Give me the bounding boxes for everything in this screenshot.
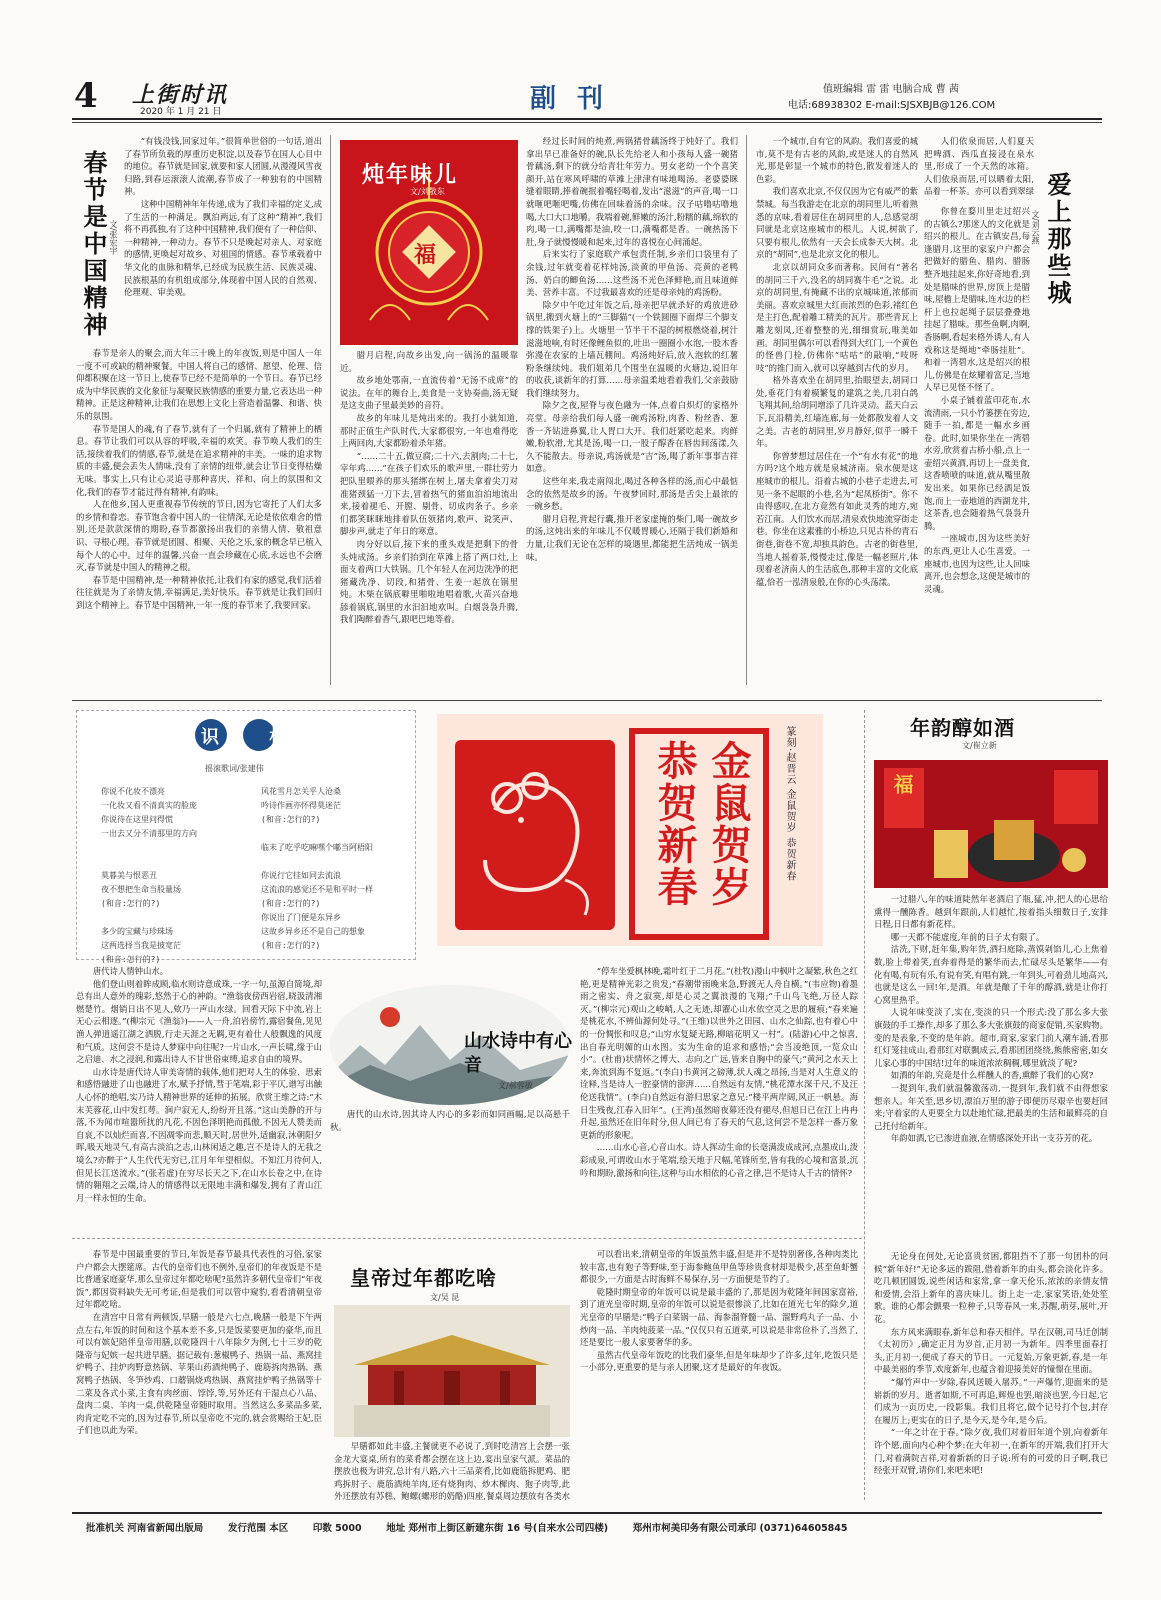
article-body-nianyun bbox=[874, 893, 1108, 1248]
lyric-line: 一化妆又看不清真实的脸庞 bbox=[101, 801, 197, 810]
column-divider bbox=[330, 135, 331, 685]
shanshui-author: 文/郝蓉敏 bbox=[498, 1081, 533, 1090]
paragraph: 除夕中午吃过年饭之后,母亲把早就杀好的鸡放进砂锅里,搬到火塘上的“三脚猫”(一个铁圆圈下面焊三个脚支撑的铁架子)上。火塘里一节半干不湿的树根燃烧着,树汁滋滋地响,有时还像鲤鱼似的,吐出一圈圈小水泡,一股木香弥漫在农家的上墙瓦棚间。鸡汤炖好后,放入泡软的红薯粉条继续炖。我们姐弟几个围坐在温暖的火塘边,说旧年的收获,谈新年的打算……母亲温柔地看着我们,父亲鼓励我们继续努力。 bbox=[526, 299, 738, 398]
paragraph: 一提到年,我们就温馨激荡动,一提到年,我们就不由得想家想亲人。年关至,思乡切,漂泊万里的游子即便历尽艰辛也要赶回来;守着家的人更要全力以赴地忙碌,把最美的生活和最鲜亮的自己托付给新年。 bbox=[874, 1082, 1108, 1131]
lyrics-right-column bbox=[261, 785, 411, 953]
paragraph: 年韵如酒,它已渗进血液,在情感深处开出一支芬芳的花。 bbox=[890, 1133, 1098, 1144]
paragraph: 虽然古代皇帝年饭吃的比我们豪华,但是年味却少了许多,过年,吃饭只是一小部分,更重要的是与亲人团聚,这才是最好的年夜饭。 bbox=[580, 1349, 858, 1373]
lyric-line bbox=[261, 855, 411, 869]
lyric-line: 一出去又分不清那里的方向 bbox=[101, 829, 197, 838]
paragraph: 这种中国精神年年传递,成为了我们幸福的定义,成了生活的一种满足。飘泊两远,有了这种“精神”,我们将不再孤独,有了这种中国精神,我们便有了一种信仰、一种精神,一种动力。春节不只是晚起对亲人、对家庭的感情,更唤起对故乡、对祖国的情感。春节承载着中华文化的血脉和精华,已经成为民族生活、民族灵魂、民族根基的有机组成部分,体现着中国人民的自然观、伦理观、审美观。 bbox=[124, 198, 322, 298]
paragraph: 后来实行了家庭联产承包责任制,乡亲们口袋里有了余钱,过年就变着花样炖汤,淡黄的甲鱼汤、亮黄的老鸭汤、奶白的鲫鱼汤……这些汤不光色泽鲜艳,而且味道鲜美、营养丰富。不过我最喜欢的还是母亲炖的鸡汤粉。 bbox=[526, 249, 738, 298]
paragraph: “……二十五,做豆腐;二十六,去割肉;二十七,宰年鸡……”在孩子们欢乐的歌声里,一群壮劳力把队里喂养的那头猪绑在树上,屠夫拿着尖刀对准猪颈猛一刀下去,冒着热气的猪血泊泊地流出来,接着褪毛、开膛、剔骨、切成肉条子。乡亲们都笑眯眯地排着队伍领猪肉,歌声、说笑声、脚步声,就走了年日的寒意。 bbox=[340, 450, 518, 537]
nianyun-author: 文/崔立新 bbox=[962, 741, 997, 750]
footer-approval: 批准机关 河南省新闻出版局 bbox=[86, 1523, 204, 1534]
lyric-line: (和音:怎行的?) bbox=[261, 941, 321, 950]
footer-rule bbox=[72, 1512, 1102, 1514]
forbidden-city-photo bbox=[334, 1305, 570, 1437]
footer-printer: 郑州市柯美印务有限公司承印 (0371)64605845 bbox=[632, 1523, 848, 1534]
lyric-line: 这流浪的感觉还不是和平时一样 bbox=[261, 885, 373, 894]
lyric-line: 你说出了门便是东异乡 bbox=[261, 913, 341, 922]
palace-icon bbox=[334, 1305, 570, 1437]
paragraph: “有钱没钱,回家过年。”很简单世俗的一句话,道出了春节所负载的厚重历史积淀,以及春节在国人心目中的地位。春节就是回家,就要和家人团圆,从漫漫风雪夜归路,到春运滚滚人流潮,春节成了一种独有的中国精神。 bbox=[124, 136, 322, 197]
article-author-lovecity: 文/刘云燕 bbox=[1031, 210, 1040, 245]
paragraph: 早膳都如此丰盛,主餐就更不必说了,到时吃清宫上会摆一张金龙大宴桌,所有的菜肴都会摆在这上边,宴出皇家气派。菜品的摆放也极为讲究,总计有八路,六十三品菜肴,比如鹿筋拆肥鸡、肥鸡拆肘子、鹿筋酒炖羊肉,还有烧狗肉、炒木樨肉、狍子肉等,此外还摆放有苏糕、鲍螺(螺形的奶酪)四座,餐桌周边摆放有各类水 bbox=[334, 1441, 570, 1502]
paragraph: 沽洗,下财,赶年集,购年货,洒扫庭除,蒸馍剁馅儿,心上焦着数,脸上带着笑,直奔着得是的繁华而去,忙碌尽头是繁华——有化有喝,有玩有乐,有说有笑,有唱有跳,一年到头,可着劲儿地高兴,也就是这么一回!年,是酒。年就是酿了千年的醇酒,就是让你打心窝里热乎。 bbox=[874, 944, 1108, 1005]
paragraph: 东方风来满眼春,新年总和春天相伴。早在汉朝,司马迁创制《太初历》,确定正月为岁首,正月初一为新年。四季里面春打头,正月初一,便成了春天的节日。一元复始,万象更新,春,是一年中最美丽的季节,欢度新年,也蕴含着迎接美好的憧憬在里面。 bbox=[874, 1326, 1108, 1375]
paragraph: “一年之计在于春。”除夕夜,我们对着旧年道个别,向着新年许个愿,面向内心种个梦:在大年初一,在新年的开端,我们打开大门,对着满院吉祥,对着新新的日子说:所有的可爱的日子啊,我已经张开双臂,请你们,来吧来吧! bbox=[874, 1427, 1108, 1476]
article-body-emperor bbox=[76, 1248, 322, 1504]
article-body-spring-cont bbox=[76, 347, 322, 687]
lyric-line: (和音:怎行的?) bbox=[261, 899, 321, 908]
paragraph: 他们登山则着眸成顾,临水则诗意成珠,一字一句,虽源自简境,却总有出人意外的瑰彩,悠然于心的神韵。“渔翁夜傍西岩宿,晓汲清湘燃楚竹。烟销日出不见人,欸乃一声山水绿。回看天际下中流,岩上无心云相逐。”(柳宗元《渔翁》)——人一舟,泊岩傍竹,露宿餐鱼,见见渔人弹逍遥江湖之洒脱,行走天涯之无羁,更有着仕人般飘逸的风度和气质。这何尝不是诗人梦寐中向往呢?一片山水,一声长啸,缘于山之启迪、水之浸润,和露出诗人不甘世俗束缚,追求自由的境界。 bbox=[76, 978, 322, 1065]
lyric-line: 这故乡异乡还不是自己的想象 bbox=[261, 927, 365, 936]
section-divider bbox=[72, 700, 1102, 701]
paragraph: 春节是中国精神,是一种精神依托,让我们有家的感觉,我们活着往往就是为了亲情友情,幸福满足,美好快乐。春节就是让我们回归到这个精神上。春节是中国精神,一年一度的春节来了,我要回家。 bbox=[76, 574, 322, 610]
paragraph: 腊月启程,背起行囊,推开老家虚掩的柴门,喝一碗故乡的汤,这炖出来的年味儿不仅暖胃暖心,还隔于我们新婚和力量,让我们无论在怎样的境遇里,都能把生活炖成一锅美味。 bbox=[526, 513, 738, 562]
paragraph: 山水诗是唐代诗人审美寄情的载体,他们把对人生的体验、思索和感悟融进了山也融进了水,赋予抒情,彗于笔端,彩于平仄,谱写出触人心怀的绝唱,实乃诗人精神世界的延伸的拓展。欣赏王维之诗:“木末芙蓉花,山中发红萼。涧户寂无人,纷纷开且落。”这山美静的开与落,不为闻市喧嚣所扰的凡花,不因色泽明艳而孤傲,不因无人赞美而自哀,不以灿烂而喜,不因凋零而悲,顺天时,居世外,适幽寂,沐朝阳夕晖,吸天地灵气,有高古淡泊之志,山林闲适之趣,岂不是诗人的无我之境么?亦醉于“人生代代无穷已,江月年年望相似。不知江月待何人,但见长江送流水。”(张若虚)在穷尽长天之下,在山水长卷之中,在诗情的翱翔之云端,诗人的情感得以无限地丰满和爆发,拥有了青山江月一样永恒的生命。 bbox=[76, 1066, 322, 1203]
rat-seal bbox=[455, 740, 615, 930]
footer-address: 地址 郑州市上街区新建东街 16 号(自来水公司四楼) bbox=[386, 1523, 609, 1534]
paragraph: 我们喜欢北京,不仅仅因为它有威严的紫禁城。每当我游走在北京的胡同里儿,听着熟悉的京味,看着居住在胡同里的人,总感觉胡同就是北京这座城市的根儿。人说,树欲了,只要有根儿,依然有一天会长成参天大树。北京的“胡同”,也是北京文化的根儿。 bbox=[756, 186, 918, 260]
paragraph: 人们依泉而居,人们夏天把啤酒、西瓜直接浸在泉水里,形成了一个天然的冰箱。人们依泉而居,可以晒着太阳,品着一杯茶。亦可以看到翠绿 bbox=[924, 136, 1034, 197]
lyric-line: 临末了吃乎吃嘛嘿个嘟当阿梧阳 bbox=[261, 843, 373, 852]
lyric-line: 风花雪月怎关乎人沧桑 bbox=[261, 787, 341, 796]
lyrics-box bbox=[76, 710, 416, 964]
paragraph: 春节是国人的魂,有了春节,就有了一个归属,就有了精神上的栖息。春节让我们可以从容的呼吸,幸福的欢笑。春节唤人我们的生活,接续着我们的情感,春节,就是在追求精神的丰美。一味的追求物质的丰盛,便会丢失人情味,没有了亲情的纽带,就会让节日变得枯燥无味。事实上,只有让心灵追寻那种喜庆、祥和、向上的氛围和文化,我们的春节才能过得有精神,有韵味。 bbox=[76, 423, 322, 497]
article-title-lovecity: 爱上那些城 bbox=[1043, 172, 1072, 307]
article-body-nianyun-cont bbox=[874, 1250, 1108, 1505]
masthead-rule-thin bbox=[72, 122, 1102, 123]
paragraph: 北京以胡同众多而著称。民间有“著名的胡同三千六,没名的胡同赛牛毛”之说。北京的胡同里,有掩藏不出的京城味道,浓郁而美丽。喜欢京城里大红而浓烈的色彩,褚红色是主打色,配着雕工精美的瓦片。那些青瓦上雕龙刻凤,还着整整的光,细细赏玩,唯美如画。胡同里偶尔可以看得到大红门,一个黄色的怪兽门栓,仿佛你“咕咕”的敲响,“吱呀吱”的推门而入,就可以穿越到古代的岁月。 bbox=[756, 261, 918, 373]
paragraph: 除夕之夜,屋脊与夜色融为一体,点着白炽灯的家格外亮堂。母亲给我们每人盛一碗鸡汤粉,肉香、粉丝香、葱香一齐钻进鼻翼,让人胃口大开。我们赶紧吃起来。肉鲜嫩,粉软滑,尤其是汤,喝一口,一股子醇香在唇齿间荡漾,久久不能散去。母亲说,鸡汤就是“吉”汤,喝了新年事事吉祥如意。 bbox=[526, 400, 738, 474]
paragraph: 唐代的山水诗,因其诗人内心的多彩而如同画幅,足以高悬千秋。 bbox=[330, 1109, 570, 1132]
paragraph: 一个城市,自有它的风韵。我们喜爱的城市,莫不是有古老的风韵,或是迷人的自然风光,那是彰显一个城市的特色,散发着迷人的色彩。 bbox=[756, 136, 918, 184]
article-body-shanshui-cont bbox=[580, 965, 858, 1228]
seal-caption: 篆刻·赵晋云 金鼠贺岁 恭贺新春 bbox=[784, 726, 795, 882]
paragraph: 无论身在何处,无论富贵贫困,都阻挡不了那一句团朴的问候“新年好!”无论多远的跋阻,借着新年的由头,都会淡化许多。吃几顿团圆饭,说些闲话和家常,拿一拿天伦乐,浓浓的亲情友情和爱情,会沿上新年的喜庆味儿。街上走一走,家家笑语,处处笙歌。谁的心都会颤栗一粒种子,只等春风一来,苏醒,萌芽,展叶,开花。 bbox=[874, 1251, 1108, 1324]
paragraph: 一座城市,因为这些美好的东西,更让人心生喜爱。一座城市,也因为这些,让人回味离开,也会想念,这便是城市的灵魂。 bbox=[924, 533, 1030, 594]
lyric-line: (和音:怎行的?) bbox=[101, 899, 161, 908]
article-body-emperor-mid bbox=[334, 1440, 570, 1504]
paragraph: 如酒的年韵,究竟是什么样醺人的香,熏醉了我们的心窝? bbox=[890, 1070, 1094, 1081]
column-divider bbox=[746, 135, 747, 685]
article-body-emperor-cont bbox=[580, 1248, 858, 1504]
lyrics-author: 摇滚歌词/张建伟 bbox=[205, 764, 264, 773]
article-body-shanshui-mid bbox=[330, 1108, 570, 1228]
paragraph: 在清宫中日常有两顿饭,早膳一般是六七点,晚膳一般是下午两点左右,年饭的时间和这个基本差不多,只是饭菜要更加的豪华,而且可以有嫔妃陪伴皇帝用膳,以乾隆四十八年除夕为例,七十三岁的乾隆帝与妃嫔一起共进早膳。据记载有:葱椒鸭子、热锅一品、燕窝挂炉鸭子、挂炉肉野意热锅、苹果山药酒炖鸭子、鹿筋拆肉热锅、燕窝鸭子热锅、冬笋炒鸡、口蘑锅烧鸡热锅、燕窝挂炉鸭子热锅等十二菜及各式小菜,主食有肉丝面、饽饽,等,另外还有干湿点心八品、盘肉二桌、羊肉一桌,供乾隆皇帝随时取用。当然这么多菜品多菜,肉肯定吃不完的,因为过春节,所以皇帝吃不完的,就会赏赐给王妃,臣子们也以此为荣。 bbox=[76, 1311, 322, 1436]
paragraph: 你曾在婺川里走过绍兴的古镇么?那迷人的文化就是绍兴的根儿。在古镇安昌,每逢腊月,这里的家家户户都会把做好的腊鱼、腊肉、腊肠整齐地挂起来,你好奇地看,到处是腊味的世界,房顶上是腊味,屋檐上是腊味,连水边的栏杆上也拉起绳子层层叠叠地挂起了腊味。那些鱼啊,肉啊,香肠啊,看起来格外诱人,有人戏称这是绳地“牵肠挂肚”。和着一湾碧水,这是绍兴的根儿,仿佛是在炫耀着富足,当地人早已见怪不怪了。 bbox=[924, 206, 1030, 393]
lyrics-left-column bbox=[101, 785, 251, 967]
lyric-line: 你说待在这里问得慌 bbox=[101, 815, 173, 824]
seal-text: 金鼠贺岁 恭贺新春 bbox=[651, 740, 752, 908]
paragraph: 春节是亲人的聚会,而大年三十晚上的年夜饭,则是中国人一年一度不可或缺的精神聚餐。中国人将自己的感情、愿望、伦理、信仰都积聚在这一节日上,使春节已经不是简单的一个节日。春节已经成为中华民族的文化象征与凝聚民族情感的重要力量,它表达出一种精神。正是这种精神,让我们在思想上文化上营造着温馨、和谐、快乐的氛围。 bbox=[76, 348, 322, 421]
section-divider bbox=[72, 1238, 862, 1239]
footer-print-count: 印数 5000 bbox=[312, 1523, 362, 1534]
issue-date: 2020 年 1 月 21 日 bbox=[140, 107, 222, 117]
paragraph: 一过腊八,年的味道陡然年老酒启了瓶,猛,冲,把人的心思给熏得一醺陈香。越到年跟前,人们越忙,按着指头细数日子,安排日程,日日都有新花样。 bbox=[874, 894, 1108, 930]
article-body-spring bbox=[124, 135, 322, 345]
footer-distribution: 发行范围 本区 bbox=[227, 1523, 289, 1534]
nianyun-title: 年韵醇如酒 bbox=[910, 716, 1015, 740]
paragraph: 可以看出来,清朝皇帝的年饭虽然丰盛,但是并不是特别奢侈,各种肉类比较丰富,也有狍子等野味,至于海参鲍鱼甲鱼等珍贵食材却是极少,甚至鱼虾蟹都很少,一方面是古时海鲜不易保存,另一方面便是节约了。 bbox=[580, 1249, 858, 1285]
paragraph: 人在他乡,国人更重视春节传统的节日,因为它寄托了人们太多的乡情和眷恋。春节饱含着中国人的一往情深,无论是依依难舍的惜别,还是款款深情的期盼,春节都激扬出我们的亲情人情、敬祖意识、寻根心理。春节就是团圆、相聚、天伦之乐,家的概念早已植入每个人的心中。过年的温馨,兴奋一直会珍藏在心底,永远也不会磨灭,春节就是中国人的精神之根。 bbox=[76, 499, 322, 573]
paragraph: “爆竹声中一岁除,春风送暖入屠苏。”一声爆竹,迎面来的是崭新的岁月。逝者如斯,不可再追,辉煌也罢,暗淡也罢,今日起,它们成为一页历史,一段影集。我们且将它,做个记号打个包,封存在履历上;更实在的日子,是今天,是今年,是今后。 bbox=[874, 1376, 1108, 1425]
page-number: 4 bbox=[74, 76, 98, 116]
fu-character-icon: 福 bbox=[414, 242, 437, 268]
emperor-title: 皇帝过年都吃啥 bbox=[350, 1266, 497, 1290]
emperor-author: 文/吴 昆 bbox=[430, 1293, 460, 1302]
paragraph: 经过长时间的炖煮,两锅猪骨藕汤终于炖好了。我们拿出早已准备好的碗,队长先给老人和小孩每人盛一碗猪骨藕汤,剩下的就分给青壮年劳力。男女老幼一个个喜笑颜开,站在寒风呼啸的草滩上津津有味地喝汤。老婆婆眯缝着眼睛,捧着碗抿着嘴轻喝着,发出“滋滋”的声音,喝一口就咂吧咂吧嘴,仿佛在回味着汤的余味。汉子咕噜咕噜地喝,大口大口地嚼。我端着碗,鲜嫩的汤汁,粉糯的藕,绵软的肉,喝一口,满嘴都是油,咬一口,满嘴都是香。一碗热汤下肚,身子就慢慢暖和起来,过年的喜悦在心间涌起。 bbox=[526, 136, 738, 247]
lyric-line bbox=[261, 827, 411, 841]
shanshui-title: 山水诗中有心音 bbox=[464, 1031, 572, 1076]
paragraph: 小桌子铺着蓝印花布,水流清雨,一只小竹篓摆在旁边,随手一拍,都是一幅水乡画卷。此时,如果你坐在一湾碧水旁,欣赏着古桥小船,点上一壶绍兴黄酒,再切上一盘美食,这香喷喷的味道,就从嘴里散发出来。如果你已经酒足饭饱,而上一壶地道的西湖龙井,这茶香,也会随着热气袅袅升腾。 bbox=[924, 394, 1030, 531]
paragraph: 春节是中国最重要的节日,年饭是春节最具代表性的习俗,家家户户都会大摆筵席。古代的皇帝们也不例外,皇帝们的年夜饭是不是比普通家庭豪华,那么皇帝过年都吃啥呢?虽然许多朝代皇帝们“年夜饭”,都因资料缺失无可考证,但是我们可以管中窥豹,看看清朝皇帝过年都吃啥。 bbox=[76, 1249, 322, 1310]
paragraph: 故乡的年味儿是炖出来的。我打小就知道,那时正值生产队时代,大家都很穷,一年也难得吃上两回肉,大家都盼着杀年猪。 bbox=[340, 412, 518, 449]
lyric-line: (和音:怎行的?) bbox=[101, 955, 161, 964]
paragraph: 乾隆时期皇帝的年饭可以说是最丰盛的了,那是因为乾隆年间国家富裕,到了道光皇帝时期,皇帝的年饭可以说是很惨淡了,比如在道光七年的除夕,道光皇帝的早膳是:“鸭子白菜锅一品、海参溜脊髓一品、溜野鸡丸子一品、小炒肉一品、羊肉炖菠菜一品。”仅仅只有五道菜,可以说是非常俭朴了,当然了,还是要比一般人家要奢华的多。 bbox=[580, 1286, 858, 1348]
text-seal bbox=[629, 728, 769, 940]
nian-wei-illustration bbox=[340, 140, 518, 345]
paragraph: “停车坐爱枫林晚,霜叶红于二月花。”(杜牧)漫山中枫叶之凝紫,秋色之红艳,更是精神光彩之贵发;“春潮带雨晚来急,野渡无人舟自横。”(韦应物)着墨雨之密实、舟之寂寞,却是心灵之翼浪漫的飞翔;“千山鸟飞绝,万径人踪灭。”(柳宗元)观山之峻峭,人之无迹,却濯心山水依空灵之思的履痕;“春来遍是桃花水,不辨仙源何处寻。”(王维)以世外之田园、山水之仙踪,也有着心中的一份惆怅和叹息;“山穷水复疑无路,柳暗花明又一村”。(陆游)心中之惊喜,出自春光明媚的山水图。实为生命的追求和感悟;“会当凌绝顶,一览众山小”。(杜甫)状情怀之博大、志向之广远,皆来自胸中的豪气;“黄河之水天上来,奔流到海不复返。”(李白)书黄河之磅薄,状人魂之昂扬,当是对人生意义的诠释,当是诗人一腔豪情的澎湃……自然远有友情,“桃花潭水深千尺,不及汪伦送我情”。(李白)自然远有游归思家之意兄:“楼平两岸阔,风正一帆悬。海日生残夜,江春入旧年”。(王湾)虽然暗夜幕还没有褪尽,但旭日已在江上冉冉升起,虽然还在旧年时分,但人间已有了春天的气息,这何尝不是怎样一番万象更新的形象呢。 bbox=[580, 966, 858, 1140]
lyrics-title: 识 相 bbox=[201, 727, 310, 748]
article-title-spring: 春节是中国精神 bbox=[79, 150, 108, 339]
nian-wei-author: 文/刘敬东 bbox=[410, 187, 445, 196]
paragraph: 腊月启程,向故乡出发,向一锅汤的温暖靠近。 bbox=[340, 350, 518, 373]
lyric-line: 你说行它挂如同去流浪 bbox=[261, 871, 341, 880]
paper-name: 上街时讯 bbox=[132, 82, 229, 108]
nian-wei-title: 炖年味儿 bbox=[362, 162, 459, 188]
seal-panel bbox=[437, 714, 823, 946]
lyric-line bbox=[101, 855, 251, 869]
paragraph: 这些年来,我走南闯北,喝过各种各样的汤,而心中最惦念的依然是故乡的汤。午夜梦回时,那汤是舌尖上最浓的一碗乡愁。 bbox=[526, 476, 738, 512]
paragraph: 唐代诗人情钟山水。 bbox=[92, 966, 169, 976]
article-author-spring: 文/张宏宇 bbox=[109, 220, 118, 255]
fu-character-icon: 福 bbox=[890, 774, 914, 794]
paragraph: 格外喜欢坐在胡同里,抬眼望去,胡同口处,垂花门有着模繁复的建筑之美,几羽白鸽飞翔其间,给胡同增添了几许灵动。蓝天白云下,瓦沿精美,红墙连廊,每一处都散发着人文之美。古老的胡同里,岁月静好,似乎一瞬千年。 bbox=[756, 375, 918, 449]
masthead bbox=[60, 74, 1100, 118]
article-body-nianwei bbox=[340, 349, 518, 687]
masthead-rule bbox=[72, 118, 1102, 120]
lyric-line: 莫暮美与恨恶丑 bbox=[101, 871, 157, 880]
section-title: 副 刊 bbox=[530, 84, 610, 114]
article-body-lovecity-top bbox=[924, 135, 1034, 200]
article-body-lovecity bbox=[756, 135, 918, 687]
article-body-shanshui bbox=[76, 965, 322, 1228]
column-divider bbox=[864, 710, 865, 1500]
lyric-line: 这两选择当我是披宽茫 bbox=[101, 941, 181, 950]
paragraph: 哪一天都不能虚度,年前的日子太有限了。 bbox=[890, 931, 1045, 942]
footer bbox=[86, 1520, 1096, 1536]
article-body-nianwei-cont bbox=[526, 135, 738, 687]
lyric-line: 你说不化妆不漂亮 bbox=[101, 787, 165, 796]
paragraph: 故乡地处鄂南,一直流传着“无汤不成席”的说法。在年的舞台上,美食是一支协奏曲,汤无疑是这支曲子里最美妙的音符。 bbox=[340, 375, 518, 411]
lyric-line: 夜不想把生命当股量场 bbox=[101, 885, 181, 894]
contact-line: 电话:68938302 E-mail:SJSXBJB@126.COM bbox=[788, 100, 996, 111]
paragraph: 肉分好以后,接下来的重头戏是把剩下的骨头炖成汤。乡亲们抬到在草滩上搭了两口灶,上面支着两口大铁锅。几个年轻人在河边洗净的把猪藏洗净、切段,和猪骨、生姜一起放在锅里炖。木柴在锅底噼里啪啦地唱着歌,火苗兴奋地舔着锅底,锅里的水汩汩地欢叫。白烟袅袅升腾,我们陶醉着香气,跟吧巴地等着。 bbox=[340, 538, 518, 625]
editor-line: 值班编辑 雷 雷 电脑合成 曹 茜 bbox=[823, 84, 959, 95]
paragraph: ……山水心音,心音山水。诗人挥动生命的长毫满泼成成河,点墨成山,泼彩成泉,可谓收山水于笔端,绘天地于尺幅,笔锋所至,皆有我的心境和富景,沉吟和期盼,激扬和向往,这种与山水相依的心音之律,岂不是诗人千古的情怀? bbox=[580, 1142, 858, 1178]
paragraph: 人说年味变淡了,实在,变淡的只一个形式:没了那么多大张旗鼓的手工操作,却多了那么多大张旗鼓的商家促销,买家购物。变的是表象,不变的是年韵。超市,商家,家家门前人潮车涌,看那红灯笼挂成山,看那红对联飘成云,看那团团绕绕,熊熊密密,如女儿家心事的中国结!过年的味道浓浓稠稠,哪里就淡了呢? bbox=[874, 1007, 1108, 1068]
paragraph: 你曾梦想过居住在一个“有水有花”的地方吗?这个地方就是泉城济南。泉水便是这座城市的根儿。沿着古城的小巷子走进去,可见一条不起眼的小巷,名为“起凤桥街”。你不由得感叹,在北方竟然有如此灵秀的地方,宛若江南。人们饮水而居,清泉欢快地流穿街走巷。你坐在这素雅的小桥边,只见古朴的青石街巷,街巷不宽,却独具韵色。古老的街巷里,当地人摇着茶,慢慢走过,像是一幅老照片,体现着老济南人的生活底色,那种丰富的文化底蕴,恰若一泓清泉般,在你的心头荡漾。 bbox=[756, 450, 918, 587]
lyric-line: (和音:怎行的?) bbox=[261, 815, 321, 824]
rat-icon bbox=[455, 740, 615, 930]
lyric-line: 吟诗作画亦怀得莫迷茫 bbox=[261, 801, 341, 810]
lyric-line bbox=[101, 911, 251, 925]
article-body-lovecity-cont bbox=[924, 205, 1030, 687]
lyric-line: 多少的宝藏与珍珠场 bbox=[101, 927, 173, 936]
lyric-line bbox=[101, 841, 251, 855]
nianyun-photo bbox=[874, 760, 1108, 888]
